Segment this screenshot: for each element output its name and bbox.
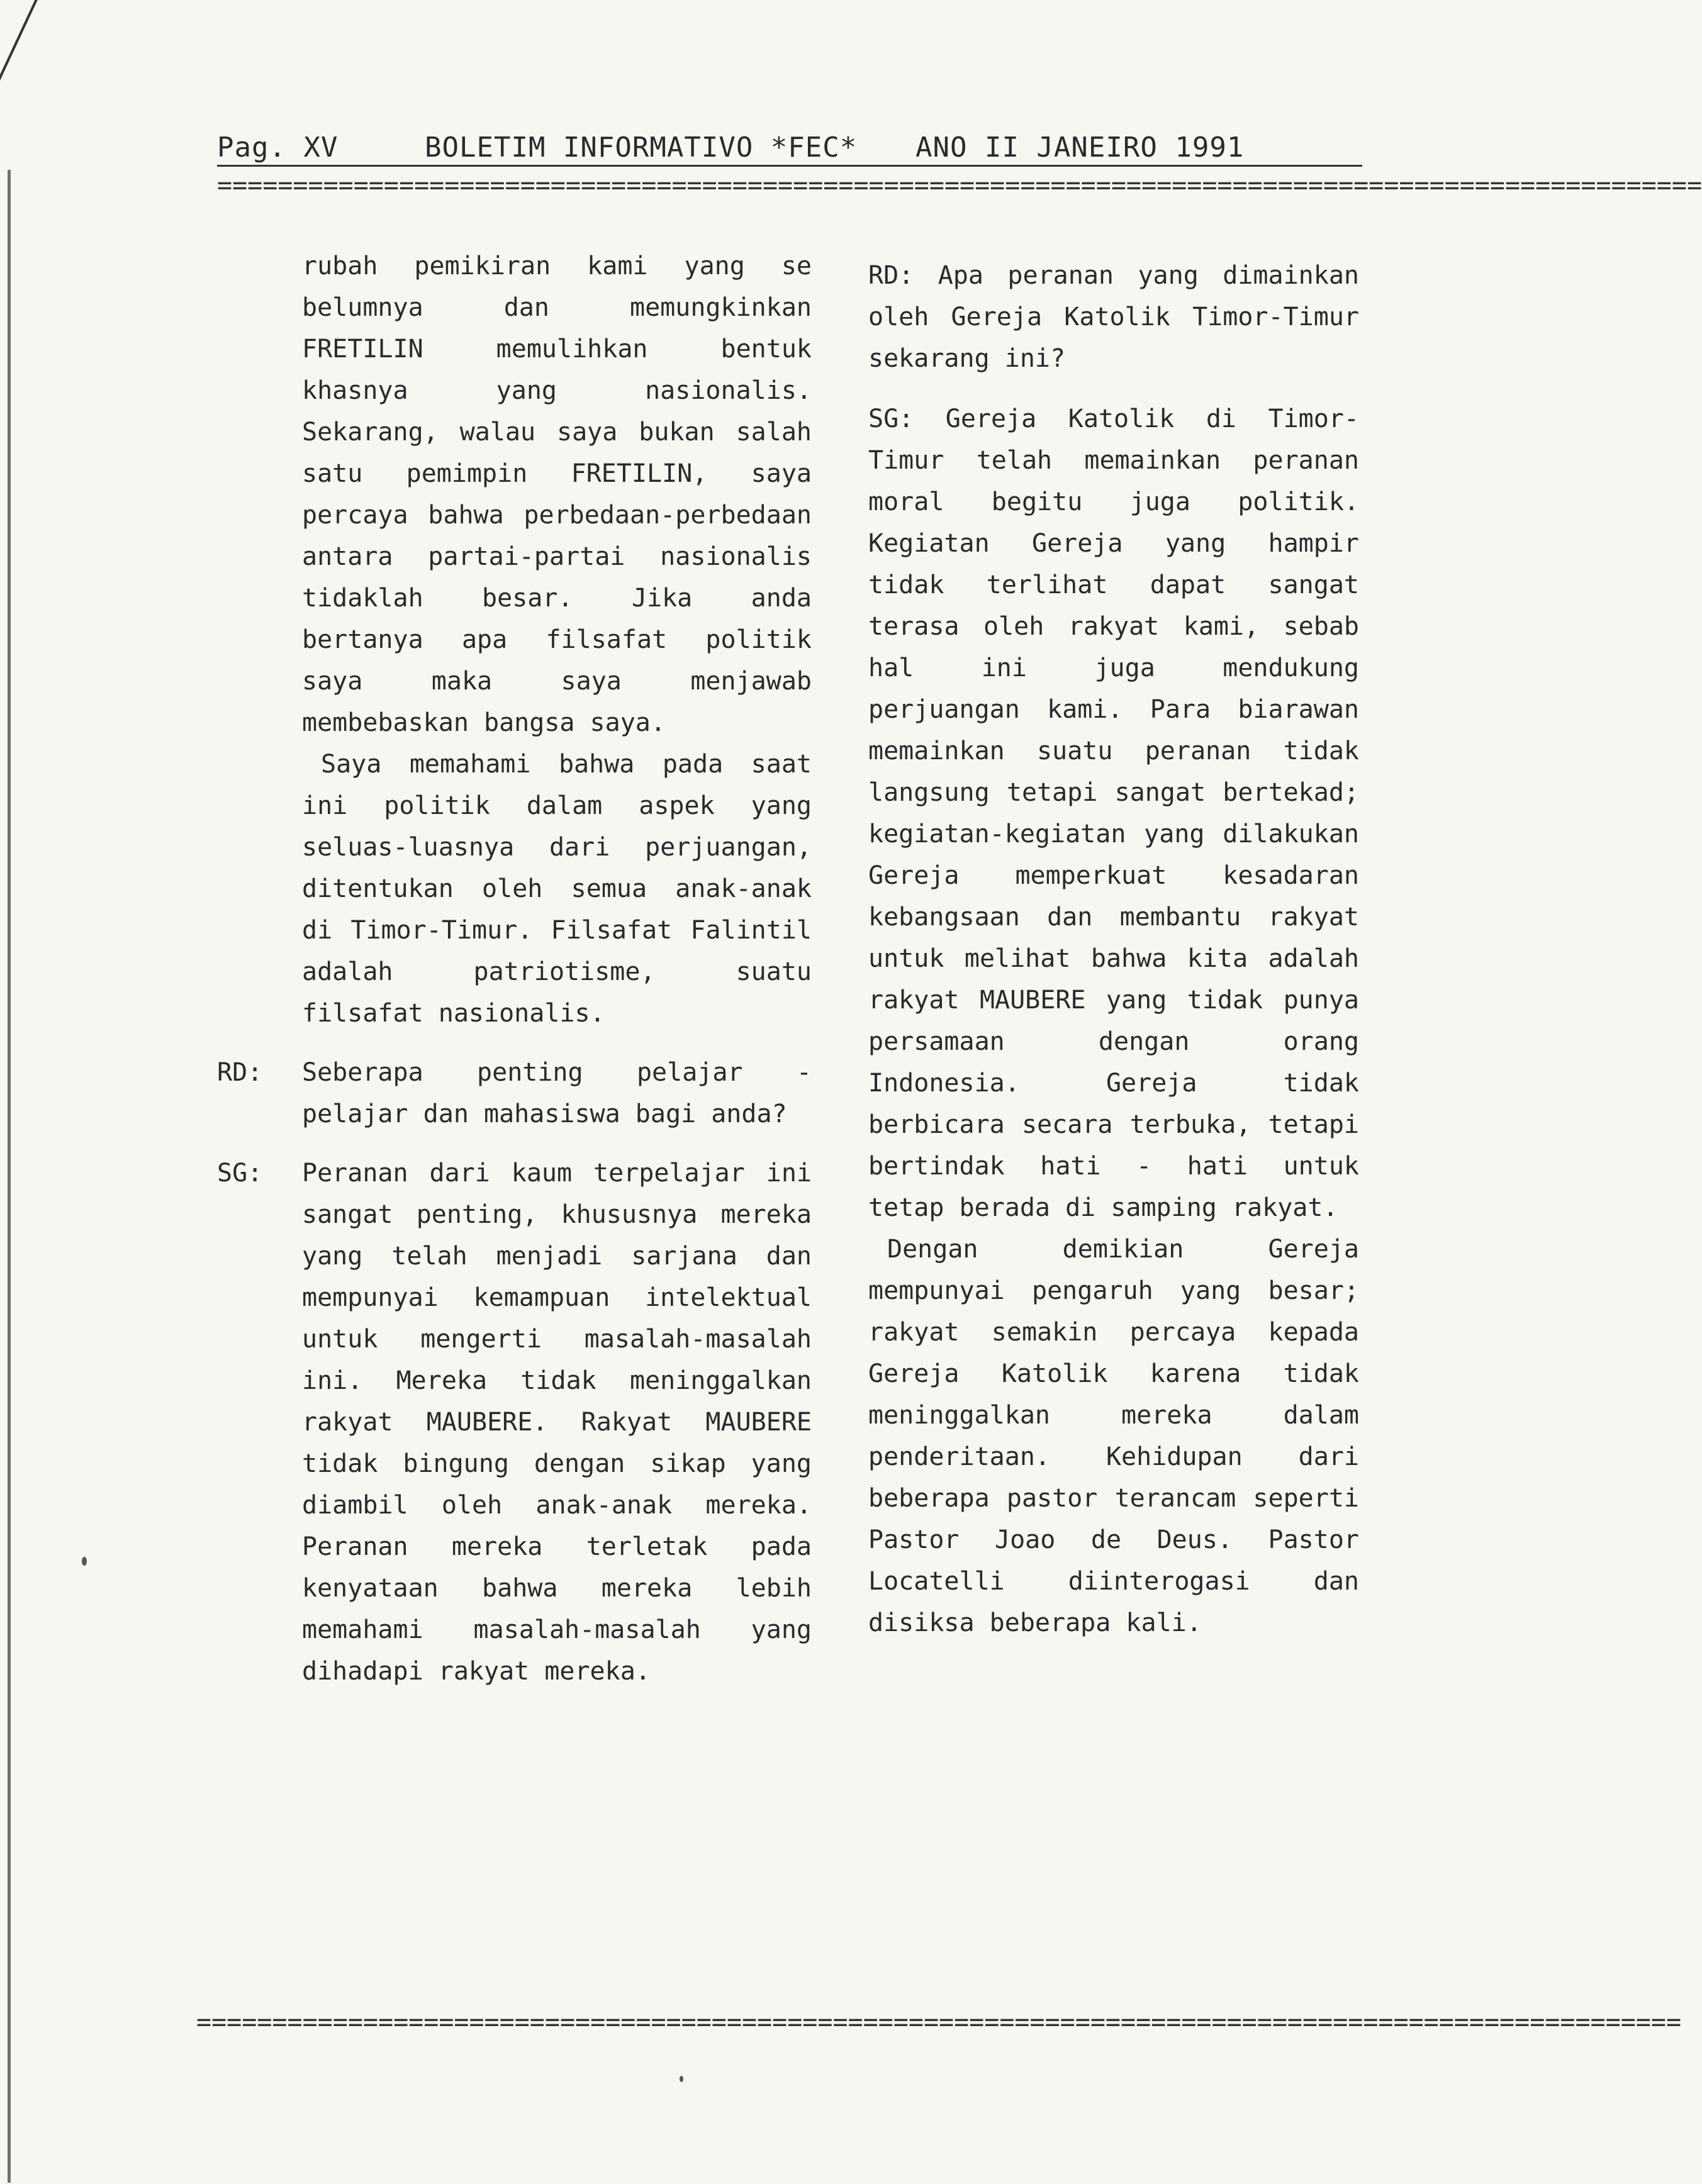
question-text: Seberapa penting pelajar - pelajar dan mahasiswa bagi anda? bbox=[302, 1058, 812, 1128]
issue-date: ANO II JANEIRO 1991 bbox=[915, 131, 1245, 164]
speaker-label: RD: bbox=[868, 261, 914, 290]
answer-text: Gereja Katolik di Timor-Timur telah memainkan peranan moral begitu juga politik. Kegiatan Gereja yang hampir tidak terlihat dapat sangat terasa oleh rakyat kami, sebab hal ini juga mendukung perjuangan kami. Para biarawan memainkan suatu peranan tidak langsung tetapi sangat bertekad; kegiatan-kegiatan yang dilakukan Gereja memperkuat kesadaran kebangsaan dan membantu rakyat untuk melihat bahwa kita adalah rakyat MAUBERE yang tidak punya persamaan dengan orang Indonesia. Gereja tidak berbicara secara terbuka, tetapi bertindak hati - hati untuk tetap berada di samping rakyat. bbox=[868, 404, 1359, 1222]
question-block bbox=[217, 1052, 812, 1135]
scan-speck bbox=[82, 1557, 87, 1566]
page-number: Pag. XV bbox=[217, 131, 339, 164]
left-column bbox=[217, 245, 812, 1692]
header-underline bbox=[217, 165, 1362, 167]
question-block bbox=[868, 255, 1359, 379]
scan-speck bbox=[680, 2076, 683, 2082]
paragraph: Saya memahami bahwa pada saat ini politik dalam aspek yang seluas-luasnya dari perjuangan, ditentukan oleh semua anak-anak di Timor-Timur. Filsafat Falintil adalah patriotisme, suatu filsafat nasionalis. bbox=[302, 750, 812, 1028]
scan-edge-line bbox=[8, 170, 11, 2183]
answer-block bbox=[868, 398, 1359, 1644]
header-rule: ================================================================================================== bbox=[217, 171, 1702, 200]
answer-block bbox=[217, 1152, 812, 1692]
footer-rule: ================================================================================================== bbox=[196, 2008, 1682, 2037]
right-column bbox=[868, 255, 1359, 1644]
speaker-label: SG: bbox=[217, 1159, 263, 1188]
speaker-label: RD: bbox=[217, 1058, 263, 1087]
answer-text: Peranan dari kaum terpelajar ini sangat penting, khususnya mereka yang telah menjadi sarjana dan mempunyai kemampuan intelektual untuk mengerti masalah-masalah ini. Mereka tidak meninggalkan rakyat MAUBERE. Rakyat MAUBERE tidak bingung dengan sikap yang diambil oleh anak-anak mereka. Peranan mereka terletak pada kenyataan bahwa mereka lebih memahami masalah-masalah yang dihadapi rakyat mereka. bbox=[302, 1159, 812, 1686]
speaker-label: SG: bbox=[868, 404, 914, 433]
paragraph: Dengan demikian Gereja mempunyai pengaruh yang besar; rakyat semakin percaya kepada Gereja Katolik karena tidak meninggalkan mereka dalam penderitaan. Kehidupan dari beberapa pastor terancam seperti Pastor Joao de Deus. Pastor Locatelli diinterogasi dan disiksa beberapa kali. bbox=[868, 1235, 1359, 1637]
publication-title: BOLETIM INFORMATIVO *FEC* bbox=[425, 131, 858, 164]
paragraph: rubah pemikiran kami yang se belumnya dan memungkinkan FRETILIN memulihkan bentuk khasnya yang nasionalis. Sekarang, walau saya bukan salah satu pemimpin FRETILIN, saya percaya bahwa perbedaan-perbedaan antara partai-partai nasionalis tidaklah besar. Jika anda bertanya apa filsafat politik saya maka saya menjawab membebaskan bangsa saya. bbox=[302, 252, 812, 737]
corner-pen-mark bbox=[0, 0, 40, 166]
question-text: Apa peranan yang dimainkan oleh Gereja Katolik Timor-Timur sekarang ini? bbox=[868, 261, 1359, 373]
